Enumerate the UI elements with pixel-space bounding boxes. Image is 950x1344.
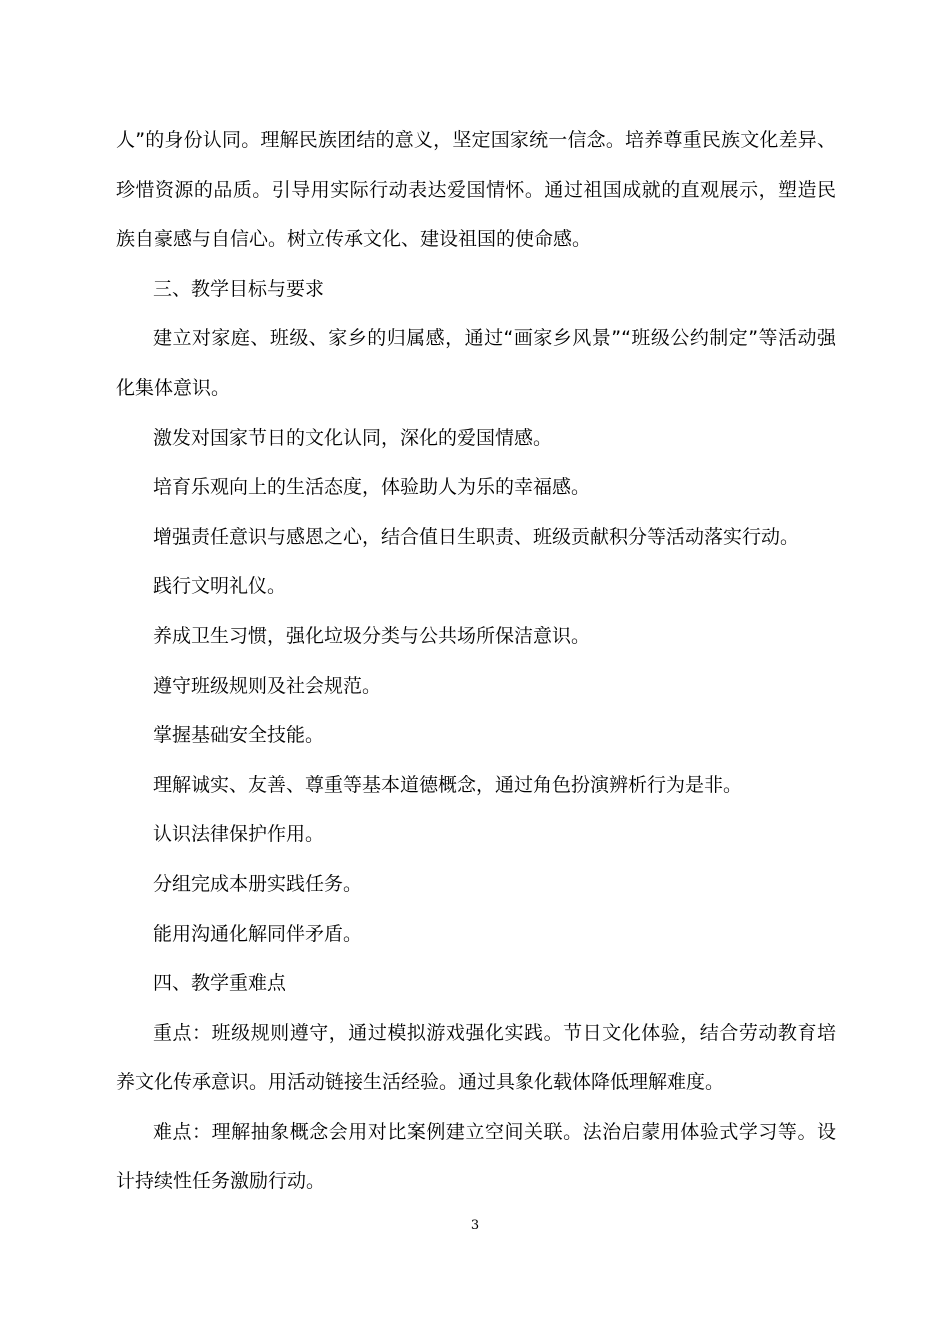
paragraph-safety: 掌握基础安全技能。 (153, 724, 325, 747)
paragraph-hygiene: 养成卫生习惯，强化垃圾分类与公共场所保洁意识。 (153, 624, 591, 647)
paragraph-communication: 能用沟通化解同伴矛盾。 (153, 922, 363, 945)
paragraph-morality: 理解诚实、友善、尊重等基本道德概念，通过角色扮演辨析行为是非。 (153, 773, 743, 796)
section-heading-key-points: 四、教学重难点 (153, 972, 287, 995)
paragraph-etiquette: 践行文明礼仪。 (153, 575, 287, 598)
paragraph-rules: 遵守班级规则及社会规范。 (153, 674, 382, 697)
paragraph-responsibility: 增强责任意识与感恩之心，结合值日生职责、班级贡献积分等活动落实行动。 (153, 525, 800, 548)
paragraph-key-points: 重点：班级规则遵守，通过模拟游戏强化实践。节日文化体验，结合劳动教育培养文化传承意识。用活动链接生活经验。通过具象化载体降低理解难度。 (116, 1021, 836, 1094)
document-body (116, 116, 836, 1207)
paragraph-optimism: 培育乐观向上的生活态度，体验助人为乐的幸福感。 (153, 476, 591, 499)
paragraph-national-holidays: 激发对国家节日的文化认同，深化的爱国情感。 (153, 426, 553, 449)
paragraph-belonging: 建立对家庭、班级、家乡的归属感，通过“画家乡风景”“班级公约制定”等活动强化集体意识。 (116, 327, 836, 399)
paragraph-continuation: 人”的身份认同。理解民族团结的意义，坚定国家统一信念。培养尊重民族文化差异、珍惜资源的品质。引导用实际行动表达爱国情怀。通过祖国成就的直观展示，塑造民族自豪感与自信心。树立传承文化、建设祖国的使命感。 (116, 129, 836, 251)
section-heading-teaching-goals: 三、教学目标与要求 (153, 277, 325, 300)
page-number: 3 (470, 1218, 480, 1233)
paragraph-group-tasks: 分组完成本册实践任务。 (153, 872, 363, 895)
paragraph-law: 认识法律保护作用。 (153, 823, 325, 846)
paragraph-difficulties: 难点：理解抽象概念会用对比案例建立空间关联。法治启蒙用体验式学习等。设计持续性任务激励行动。 (116, 1120, 836, 1193)
